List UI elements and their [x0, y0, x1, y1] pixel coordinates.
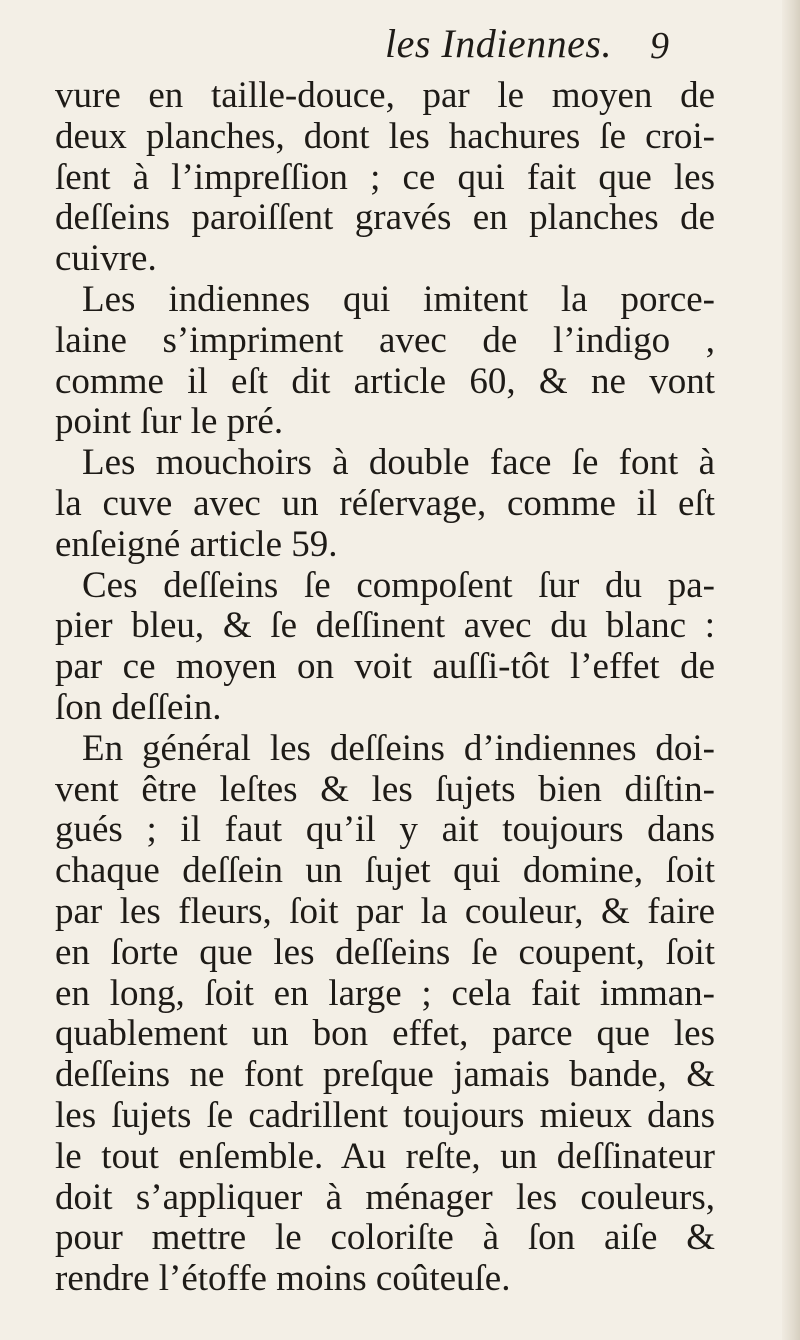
text-line: doit s’appliquer à ménager les couleurs, — [55, 1176, 715, 1218]
page-edge — [782, 0, 800, 1340]
text-line: vent être leſtes & les ſujets bien diſtin- — [55, 768, 715, 810]
text-line: En général les deſſeins d’indiennes doi- — [82, 727, 715, 769]
text-line: cuivre. — [55, 238, 157, 280]
text-line: les ſujets ſe cadrillent toujours mieux dans — [55, 1094, 715, 1136]
text-line: deſſeins ne font preſque jamais bande, & — [55, 1054, 715, 1096]
text-line: quablement un bon effet, parce que les — [55, 1013, 715, 1055]
text-line: gués ; il faut qu’il y ait toujours dans — [55, 809, 715, 851]
text-line: pour mettre le coloriſte à ſon aiſe & — [55, 1217, 715, 1259]
page-number: 9 — [650, 25, 669, 67]
text-line: chaque deſſein un ſujet qui domine, ſoit — [55, 850, 715, 892]
text-line: comme il eſt dit article 60, & ne vont — [55, 360, 715, 402]
text-line: la cuve avec un réſervage, comme il eſt — [55, 482, 715, 524]
text-line: laine s’impriment avec de l’indigo , — [55, 319, 715, 361]
text-line: enſeigné article 59. — [55, 523, 338, 565]
text-line: point ſur le pré. — [55, 401, 284, 443]
text-line: ſent à l’impreſſion ; ce qui fait que les — [55, 156, 715, 198]
text-line: deſſeins paroiſſent gravés en planches de — [55, 197, 715, 239]
text-line: vure en taille-douce, par le moyen de — [55, 75, 715, 116]
text-line: Les indiennes qui imitent la porce- — [82, 278, 715, 320]
text-line: Ces deſſeins ſe compoſent ſur du pa- — [82, 564, 715, 606]
text-line: en ſorte que les deſſeins ſe coupent, ſoit — [55, 931, 715, 973]
text-line: le tout enſemble. Au reſte, un deſſinateur — [55, 1135, 715, 1177]
page-header — [0, 14, 800, 74]
text-line: pier bleu, & ſe deſſinent avec du blanc : — [55, 605, 715, 647]
text-line: par ce moyen on voit auſſi-tôt l’effet de — [55, 646, 715, 688]
text-line: rendre l’étoffe moins coûteuſe. — [55, 1258, 511, 1300]
text-line: en long, ſoit en large ; cela fait imman- — [55, 972, 715, 1014]
running-title: les Indiennes. — [385, 21, 612, 66]
text-line: Les mouchoirs à double face ſe font à — [82, 442, 715, 484]
text-line: deux planches, dont les hachures ſe croi- — [55, 115, 715, 157]
body-text — [55, 76, 715, 1300]
text-line: par les fleurs, ſoit par la couleur, & faire — [55, 890, 715, 932]
text-line: ſon deſſein. — [55, 686, 222, 728]
